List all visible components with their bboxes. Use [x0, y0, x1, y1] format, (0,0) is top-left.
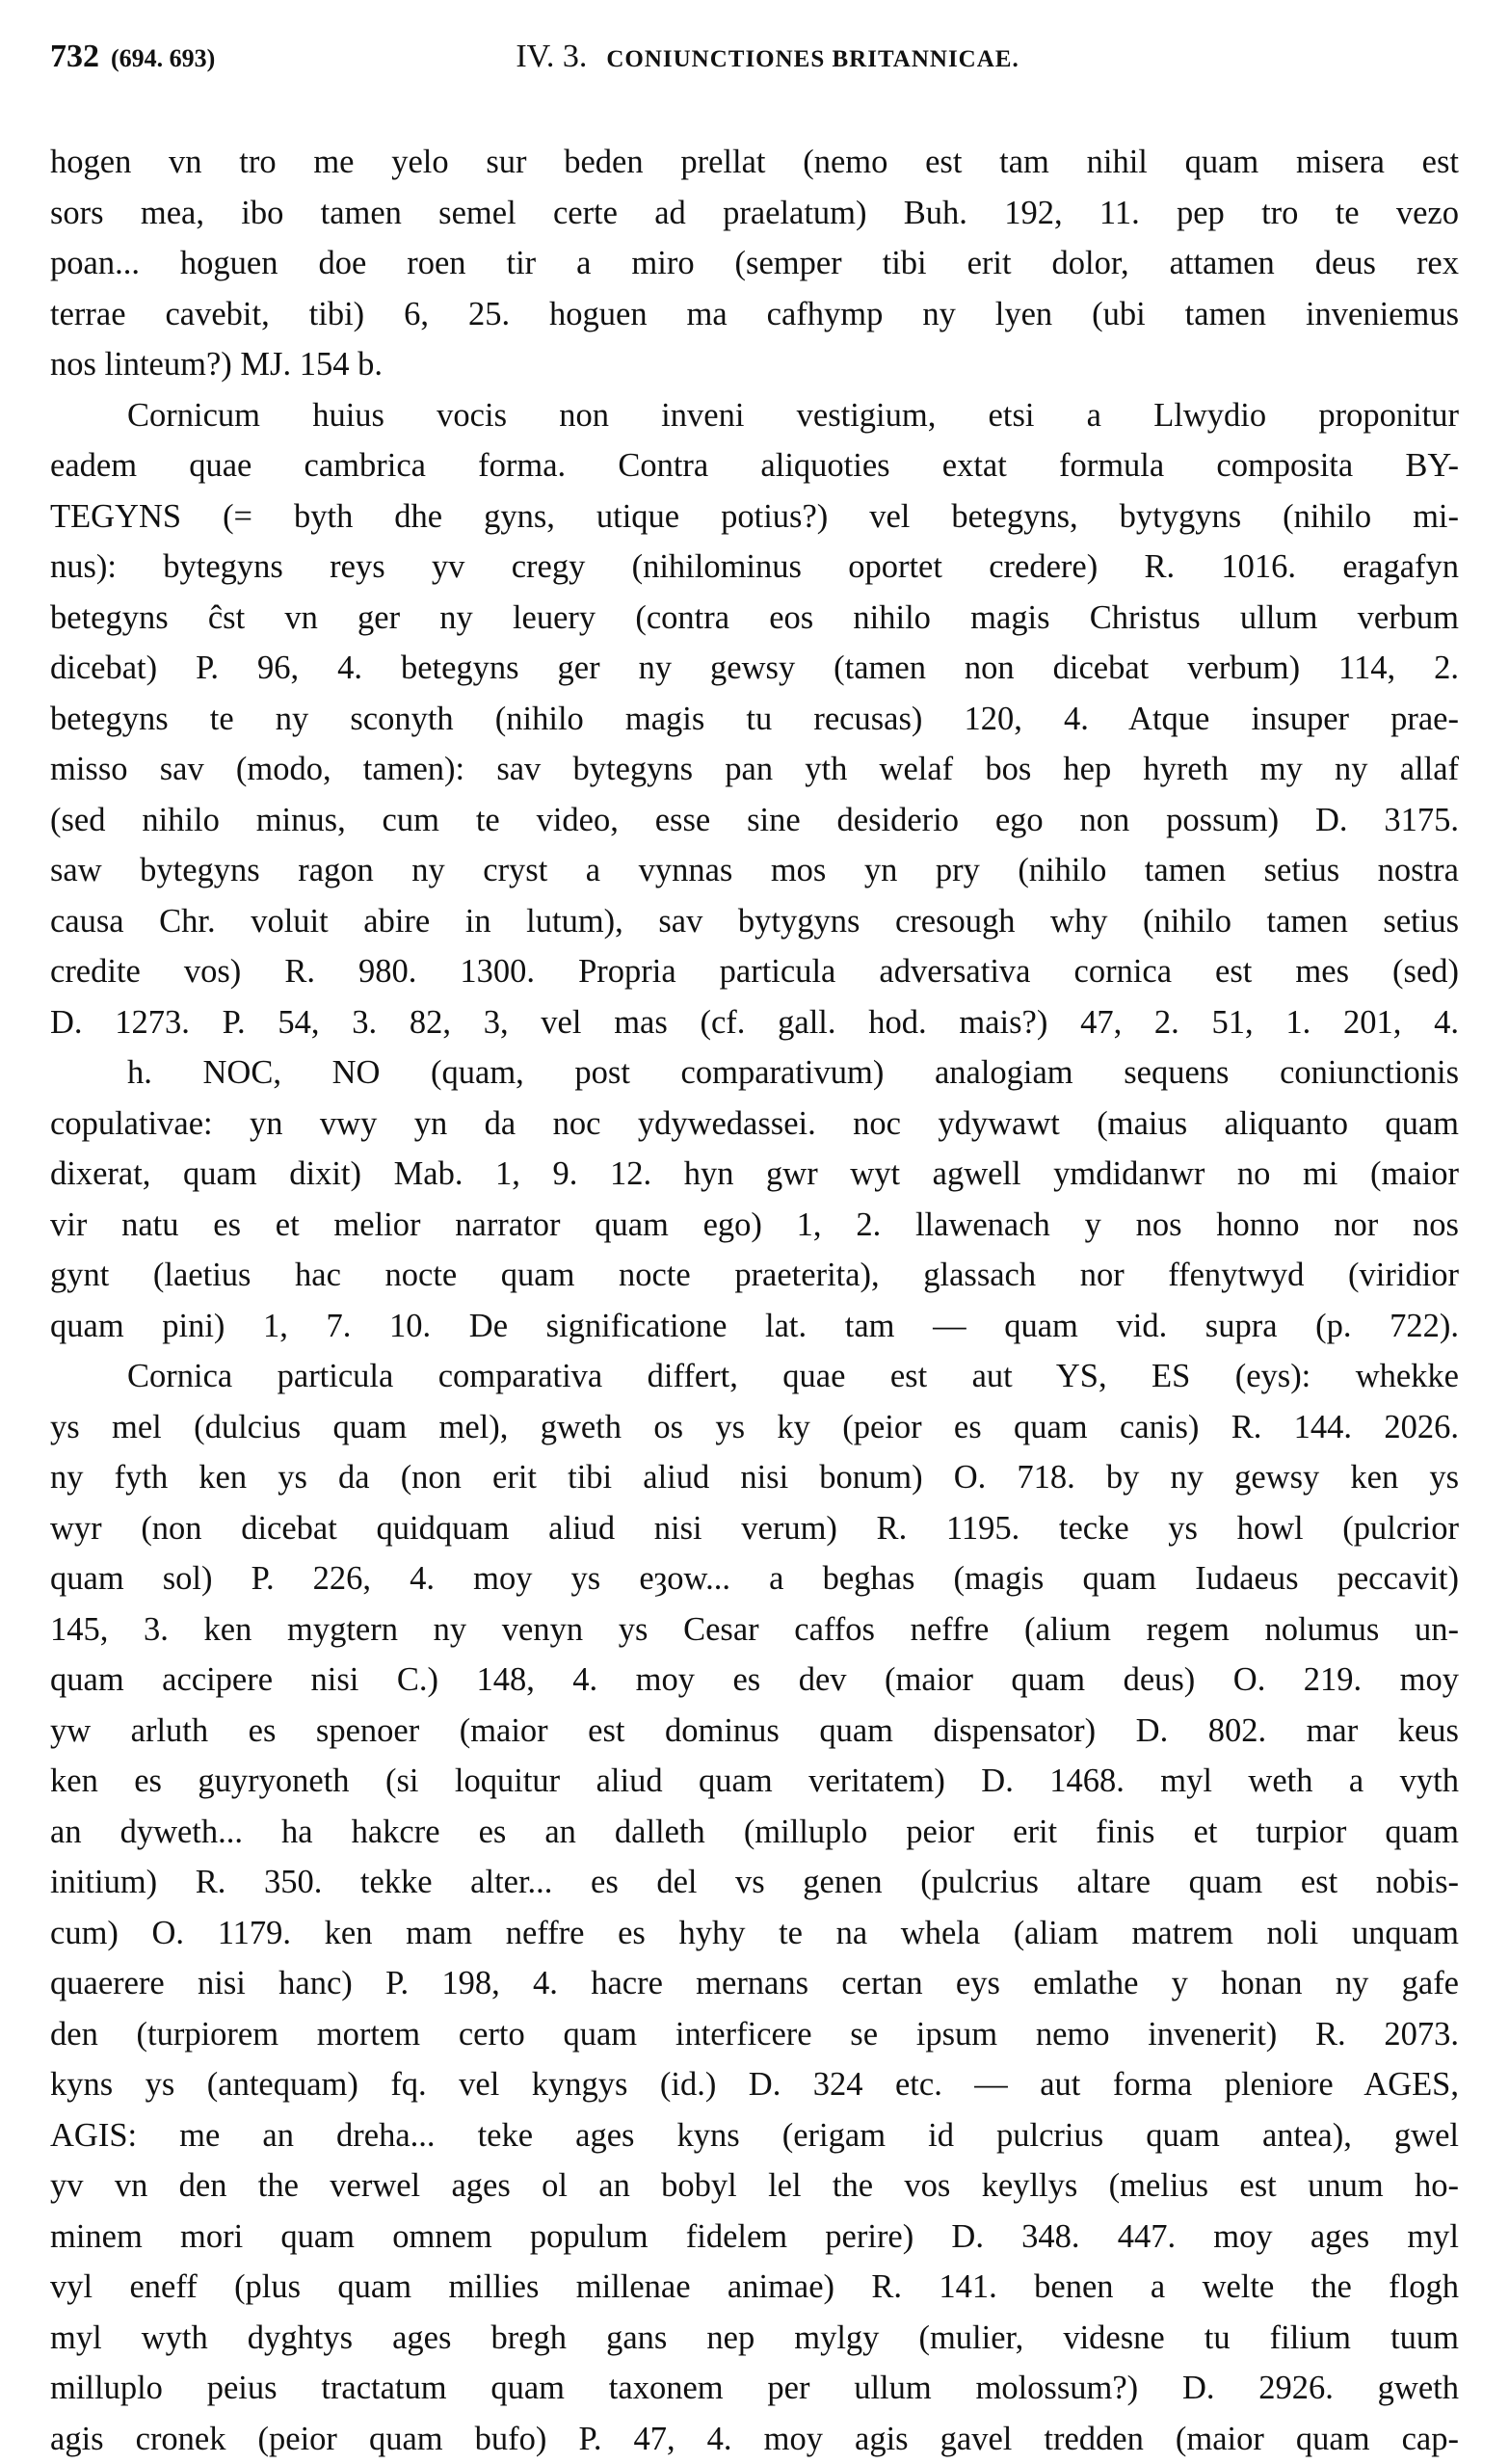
text-line: hogen vn tro me yelo sur beden prellat (nemo est tam nihil quam misera est — [50, 137, 1459, 188]
running-title: CONIUNCTIONES BRITANNICAE. — [606, 46, 1019, 73]
text-line: milluplo peius tractatum quam taxonem per ullum molossum?) D. 2926. gweth — [50, 2363, 1459, 2414]
text-line: (sed nihilo minus, cum te video, esse sine desiderio ego non possum) D. 3175. — [50, 795, 1459, 846]
text-line: saw bytegyns ragon ny cryst a vynnas mos yn pry (nihilo tamen setius nostra — [50, 845, 1459, 896]
text-line: AGIS: me an dreha... teke ages kyns (erigam id pulcrius quam antea), gwel — [50, 2110, 1459, 2161]
text-line: vyl eneff (plus quam millies millenae animae) R. 141. benen a welte the flogh — [50, 2262, 1459, 2313]
text-line: minem mori quam omnem populum fidelem perire) D. 348. 447. moy ages myl — [50, 2212, 1459, 2263]
text-line: dicebat) P. 96, 4. betegyns ger ny gewsy (tamen non dicebat verbum) 114, 2. — [50, 643, 1459, 694]
text-line: nus): bytegyns reys yv cregy (nihilominus oportet credere) R. 1016. eragafyn — [50, 542, 1459, 593]
text-line: Cornica particula comparativa differt, quae est aut YS, ES (eys): whekke — [50, 1351, 1459, 1402]
page-header — [50, 39, 1459, 96]
text-line: den (turpiorem mortem certo quam interficere se ipsum nemo invenerit) R. 2073. — [50, 2009, 1459, 2060]
page-reference: (694. 693) — [111, 44, 215, 73]
text-line: quam accipere nisi C.) 148, 4. moy es dev (maior quam deus) O. 219. moy — [50, 1655, 1459, 1706]
text-line: betegyns te ny sconyth (nihilo magis tu recusas) 120, 4. Atque insuper prae- — [50, 694, 1459, 745]
text-line: copulativae: yn vwy yn da noc ydywedassei. noc ydywawt (maius aliquanto quam — [50, 1099, 1459, 1150]
text-line: kyns ys (antequam) fq. vel kyngys (id.) D. 324 etc. — aut forma pleniore AGES, — [50, 2059, 1459, 2110]
text-line: quam sol) P. 226, 4. moy ys eȝow... a beghas (magis quam Iudaeus peccavit) — [50, 1553, 1459, 1604]
text-line: ys mel (dulcius quam mel), gweth os ys ky (peior es quam canis) R. 144. 2026. — [50, 1402, 1459, 1453]
text-line: an dyweth... ha hakcre es an dalleth (milluplo peior erit finis et turpior quam — [50, 1807, 1459, 1858]
text-line: poan... hoguen doe roen tir a miro (semper tibi erit dolor, attamen deus rex — [50, 238, 1459, 289]
section-number: IV. 3. — [516, 39, 587, 75]
text-line: agis cronek (peior quam bufo) P. 47, 4. moy agis gavel tredden (maior quam cap- — [50, 2414, 1459, 2464]
text-line: wyr (non dicebat quidquam aliud nisi verum) R. 1195. tecke ys howl (pulcrior — [50, 1503, 1459, 1554]
text-line: credite vos) R. 980. 1300. Propria particula adversativa cornica est mes (sed) — [50, 946, 1459, 997]
text-line: eadem quae cambrica forma. Contra aliquoties extat formula composita BY- — [50, 440, 1459, 491]
text-line: h. NOC, NO (quam, post comparativum) analogiam sequens coniunctionis — [50, 1047, 1459, 1099]
text-line: yv vn den the verwel ages ol an bobyl lel the vos keyllys (melius est unum ho- — [50, 2160, 1459, 2212]
text-line: ken es guyryoneth (si loquitur aliud quam veritatem) D. 1468. myl weth a vyth — [50, 1756, 1459, 1807]
text-line: misso sav (modo, tamen): sav bytegyns pan yth welaf bos hep hyreth my ny allaf — [50, 744, 1459, 795]
text-line: Cornicum huius vocis non inveni vestigium, etsi a Llwydio proponitur — [50, 390, 1459, 441]
text-line: cum) O. 1179. ken mam neffre es hyhy te na whela (aliam matrem noli unquam — [50, 1908, 1459, 1959]
text-line: causa Chr. voluit abire in lutum), sav bytygyns cresough why (nihilo tamen setius — [50, 896, 1459, 947]
text-line: ny fyth ken ys da (non erit tibi aliud nisi bonum) O. 718. by ny gewsy ken ys — [50, 1452, 1459, 1503]
page-number: 732 — [50, 39, 99, 75]
text-line: terrae cavebit, tibi) 6, 25. hoguen ma cafhymp ny lyen (ubi tamen inveniemus — [50, 289, 1459, 340]
text-line: yw arluth es spenoer (maior est dominus quam dispensator) D. 802. mar keus — [50, 1706, 1459, 1757]
document-page — [50, 39, 1459, 2464]
text-line: dixerat, quam dixit) Mab. 1, 9. 12. hyn gwr wyt agwell ymdidanwr no mi (maior — [50, 1149, 1459, 1200]
body-text — [50, 137, 1459, 2464]
text-line: quaerere nisi hanc) P. 198, 4. hacre mernans certan eys emlathe y honan ny gafe — [50, 1958, 1459, 2009]
text-line: TEGYNS (= byth dhe gyns, utique potius?) vel betegyns, bytygyns (nihilo mi- — [50, 491, 1459, 543]
text-line: vir natu es et melior narrator quam ego) 1, 2. llawenach y nos honno nor nos — [50, 1200, 1459, 1251]
text-line: quam pini) 1, 7. 10. De significatione lat. tam — quam vid. supra (p. 722). — [50, 1301, 1459, 1352]
text-line: myl wyth dyghtys ages bregh gans nep mylgy (mulier, videsne tu filium tuum — [50, 2313, 1459, 2364]
text-line: 145, 3. ken mygtern ny venyn ys Cesar caffos neffre (alium regem nolumus un- — [50, 1604, 1459, 1656]
text-line: nos linteum?) MJ. 154 b. — [50, 339, 1459, 390]
text-line: sors mea, ibo tamen semel certe ad praelatum) Buh. 192, 11. pep tro te vezo — [50, 188, 1459, 239]
text-line: initium) R. 350. tekke alter... es del vs genen (pulcrius altare quam est nobis- — [50, 1857, 1459, 1908]
text-line: gynt (laetius hac nocte quam nocte praeterita), glassach nor ffenytwyd (viridior — [50, 1250, 1459, 1301]
text-line: betegyns ĉst vn ger ny leuery (contra eos nihilo magis Christus ullum verbum — [50, 593, 1459, 644]
text-line: D. 1273. P. 54, 3. 82, 3, vel mas (cf. gall. hod. mais?) 47, 2. 51, 1. 201, 4. — [50, 997, 1459, 1048]
